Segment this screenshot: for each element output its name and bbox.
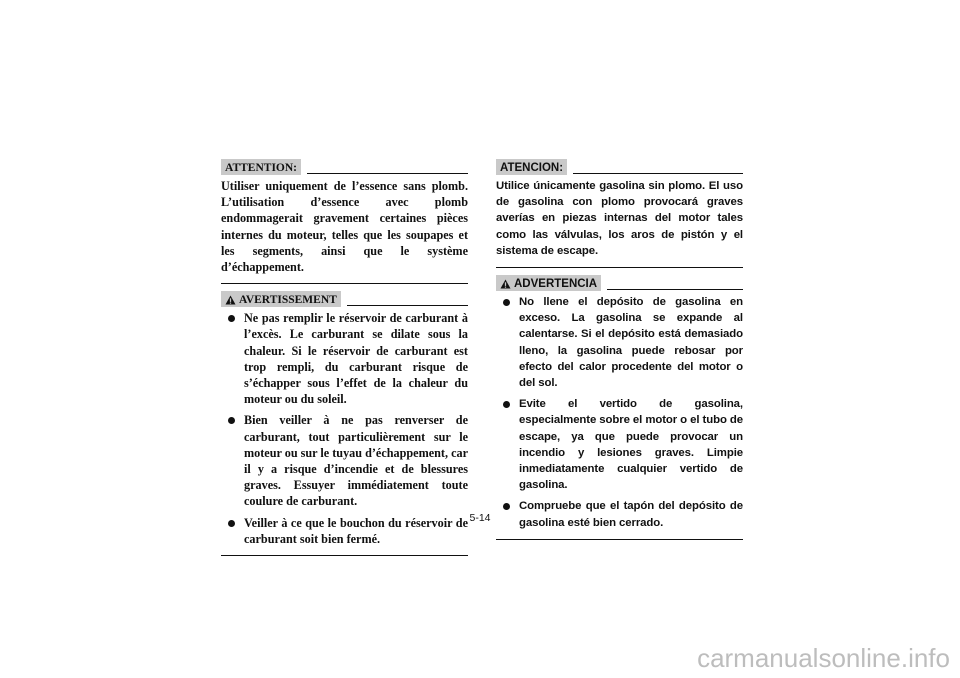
list-item-text: Bien veiller à ne pas renverser de carburant, tout particulièrement sur le moteur ou sur le tuyau d’échappement, car il y a risque d’incendie et de blessures graves. Essuyer immédiatement toute coulure de carburant. — [244, 413, 468, 509]
list-item — [496, 294, 743, 391]
warning-label-fr: AVERTISSEMENT — [239, 293, 337, 306]
warning-label-es: ADVERTENCIA — [514, 277, 598, 290]
attention-label-es: ATENCION: — [496, 159, 567, 175]
french-column — [221, 158, 468, 556]
attention-text-fr: Utiliser uniquement de l’essence sans plomb. L’utilisation d’essence avec plomb endommagerait gravement certaines pièces internes du moteur, telles que les soupapes et les segments, ainsi que le système d’échappement. — [221, 179, 468, 275]
spanish-column — [496, 158, 743, 540]
warning-tag-fr — [221, 291, 341, 307]
header-rule — [607, 289, 743, 290]
header-rule — [573, 173, 743, 174]
list-item — [221, 310, 468, 407]
attention-header-es — [496, 158, 743, 175]
attention-text-es: Utilice únicamente gasolina sin plomo. El uso de gasolina con plomo provocará graves averías en piezas internas del motor tales como las válvulas, los aros de pistón y el sistema de escape. — [496, 180, 743, 257]
attention-label-fr: ATTENTION: — [221, 159, 301, 175]
list-item-text: Compruebe que el tapón del depósito de gasolina esté bien cerrado. — [519, 500, 743, 529]
section-end-rule — [221, 555, 468, 556]
list-item-text: Ne pas remplir le réservoir de carburant à l’excès. Le carburant se dilate sous la chaleur. Si le réservoir de carburant est trop rempli, du carburant risque de s’échapper sous l’effet de la chaleur du moteur ou du soleil. — [244, 311, 468, 407]
warning-list-es — [496, 294, 743, 531]
warning-header-es — [496, 274, 743, 291]
warning-triangle-icon — [500, 279, 511, 289]
list-item-text: No llene el depósito de gasolina en exceso. La gasolina se expande al calentarse. Si el depósito está demasiado lleno, la gasolina puede rebosar por efecto del calor procedente del motor o del sol. — [519, 296, 743, 390]
list-item-text: Veiller à ce que le bouchon du réservoir de carburant soit bien fermé. — [244, 515, 468, 546]
bullet-icon — [503, 503, 510, 510]
list-item — [221, 412, 468, 509]
section-end-rule — [496, 539, 743, 540]
list-item — [496, 396, 743, 493]
watermark: carmanualsonline.info — [697, 643, 950, 673]
warning-triangle-icon — [225, 295, 236, 305]
attention-header-fr — [221, 158, 468, 175]
bullet-icon — [503, 299, 510, 306]
warning-tag-es — [496, 275, 601, 291]
bullet-icon — [503, 401, 510, 408]
header-rule — [307, 173, 468, 174]
section-divider — [496, 267, 743, 268]
header-rule — [347, 305, 468, 306]
bullet-icon — [228, 315, 235, 322]
page-number: 5-14 — [469, 512, 491, 524]
section-divider — [221, 283, 468, 284]
bullet-icon — [228, 417, 235, 424]
warning-header-fr — [221, 290, 468, 307]
list-item-text: Evite el vertido de gasolina, especialmente sobre el motor o el tubo de escape, ya que puede provocar un incendio y lesiones graves. Limpie inmediatamente cualquier vertido de gasolina. — [519, 398, 743, 492]
